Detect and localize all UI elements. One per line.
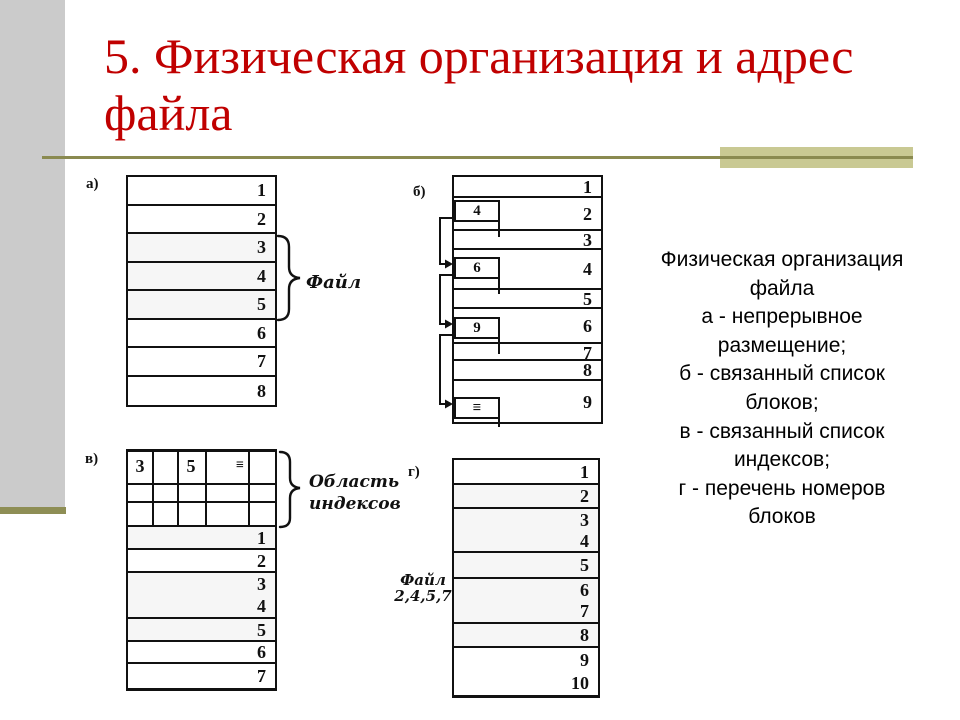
index-area-label (309, 471, 401, 515)
next-block-pointer-box (454, 257, 500, 279)
chain-arrowhead (445, 260, 453, 269)
block-cell (454, 485, 598, 509)
block-cell (128, 377, 275, 406)
caption-line: файла (749, 276, 815, 300)
chain-arrow (440, 218, 454, 264)
diagram-v-block-table (126, 525, 277, 691)
block-number: 7 (257, 666, 266, 686)
sidebar-accent-strip (0, 507, 66, 514)
block-number: 6 (257, 642, 266, 662)
block-cell (128, 263, 275, 292)
block-cell (128, 664, 275, 688)
block-number: 5 (257, 294, 266, 315)
block-number: 5 (580, 555, 589, 575)
block-number: 2 (580, 486, 589, 506)
block-number: 3 (257, 237, 266, 258)
caption-line: б - связанный список (679, 362, 885, 386)
index-grid-divider (128, 483, 275, 485)
block-number: 5 (257, 619, 266, 640)
next-block-number: 6 (473, 259, 481, 276)
block-number: 6 (580, 579, 589, 600)
block-number: 4 (257, 265, 266, 286)
index-area-grid (126, 449, 277, 525)
block-cell (128, 642, 275, 664)
index-grid-divider (128, 501, 275, 503)
block-cell (454, 579, 598, 624)
next-block-pointer-box (454, 397, 500, 419)
index-area-label-line: индексов (309, 494, 401, 514)
block-cell (128, 527, 275, 550)
block-number: 10 (571, 673, 589, 694)
block-cell (454, 231, 601, 250)
block-number: 7 (583, 343, 592, 363)
caption-line: Физическая организация (660, 248, 904, 271)
block-number: 2 (257, 550, 266, 571)
diagram-b-block-table (452, 175, 603, 424)
block-cell (128, 550, 275, 573)
chain-arrow (440, 275, 454, 324)
caption-line: размещение; (717, 333, 847, 357)
caption-line: блоков; (745, 390, 819, 414)
block-number: 1 (257, 180, 266, 201)
block-cell (128, 573, 275, 619)
block-cell (454, 460, 598, 485)
index-value: 3 (135, 456, 145, 476)
chain-arrows (426, 175, 454, 431)
page-title (104, 28, 934, 142)
block-number: 1 (583, 176, 592, 197)
index-area-label-line: Область (309, 472, 400, 492)
caption-line: индексов; (733, 448, 831, 472)
next-block-number: 4 (473, 202, 481, 219)
block-cell (454, 648, 598, 695)
block-number: 3 (580, 509, 589, 530)
chain-arrowhead (445, 400, 453, 409)
next-block-pointer-box (454, 317, 500, 339)
index-grid-divider (248, 452, 250, 525)
block-number: 7 (257, 351, 266, 372)
diagram-g-block-table (452, 458, 600, 698)
block-number: 3 (257, 574, 266, 594)
block-number: 6 (257, 322, 266, 343)
block-cell (454, 509, 598, 553)
chain-end-marker: ≡ (472, 399, 482, 416)
block-number: 5 (583, 289, 592, 309)
block-number: 6 (583, 315, 592, 336)
block-number: 8 (580, 625, 589, 645)
index-end-marker: ≡ (236, 458, 244, 473)
next-block-number: 9 (473, 319, 481, 336)
next-block-pointer-box (454, 200, 500, 222)
index-value: 5 (186, 456, 196, 476)
diagram-b-label: б) (413, 184, 426, 200)
block-cell (128, 291, 275, 320)
sidebar-decoration (0, 0, 65, 507)
block-number: 8 (257, 380, 266, 401)
diagram-g-label: г) (408, 464, 420, 480)
block-number: 1 (580, 461, 589, 482)
caption-line: в - связанный список (679, 419, 885, 443)
chain-arrow (440, 335, 454, 404)
chain-arrowhead (445, 320, 453, 329)
block-number: 2 (583, 203, 592, 224)
block-cell (128, 320, 275, 349)
block-cell (128, 234, 275, 263)
block-cell (128, 177, 275, 206)
block-cell (454, 177, 601, 198)
caption-line: а - непрерывное (701, 305, 863, 329)
block-number: 4 (583, 259, 592, 279)
block-number: 1 (257, 527, 266, 548)
diagram-a-block-table (126, 175, 277, 407)
title-line-1: 5. Физическая организация и адрес (104, 28, 854, 84)
block-number: 8 (583, 360, 592, 380)
block-number: 4 (257, 596, 266, 616)
file-label: Файл (306, 272, 362, 293)
block-cell (454, 290, 601, 309)
block-cell (128, 619, 275, 642)
block-number: 4 (580, 530, 589, 551)
block-number: 7 (580, 601, 589, 622)
block-cell (454, 553, 598, 579)
file-blocks-label (394, 572, 452, 604)
block-cell (454, 361, 601, 381)
block-cell (128, 206, 275, 235)
diagram-a-label: а) (86, 176, 99, 192)
file-blocks-label-line: Файл (400, 571, 446, 589)
diagram-v-label: в) (85, 451, 99, 467)
block-number: 9 (580, 649, 589, 670)
title-line-2: файла (104, 85, 233, 141)
block-cell (454, 624, 598, 648)
title-underline (42, 156, 913, 159)
block-cell (454, 344, 601, 361)
file-blocks-label-line: 2,4,5,7 (394, 587, 452, 605)
caption-line: блоков (748, 505, 816, 529)
caption-line: г - перечень номеров (678, 476, 886, 500)
block-cell (128, 348, 275, 377)
caption-text (614, 246, 950, 532)
block-number: 3 (583, 230, 592, 250)
block-number: 9 (583, 391, 592, 412)
index-grid-divider (152, 452, 154, 525)
block-number: 2 (257, 208, 266, 229)
